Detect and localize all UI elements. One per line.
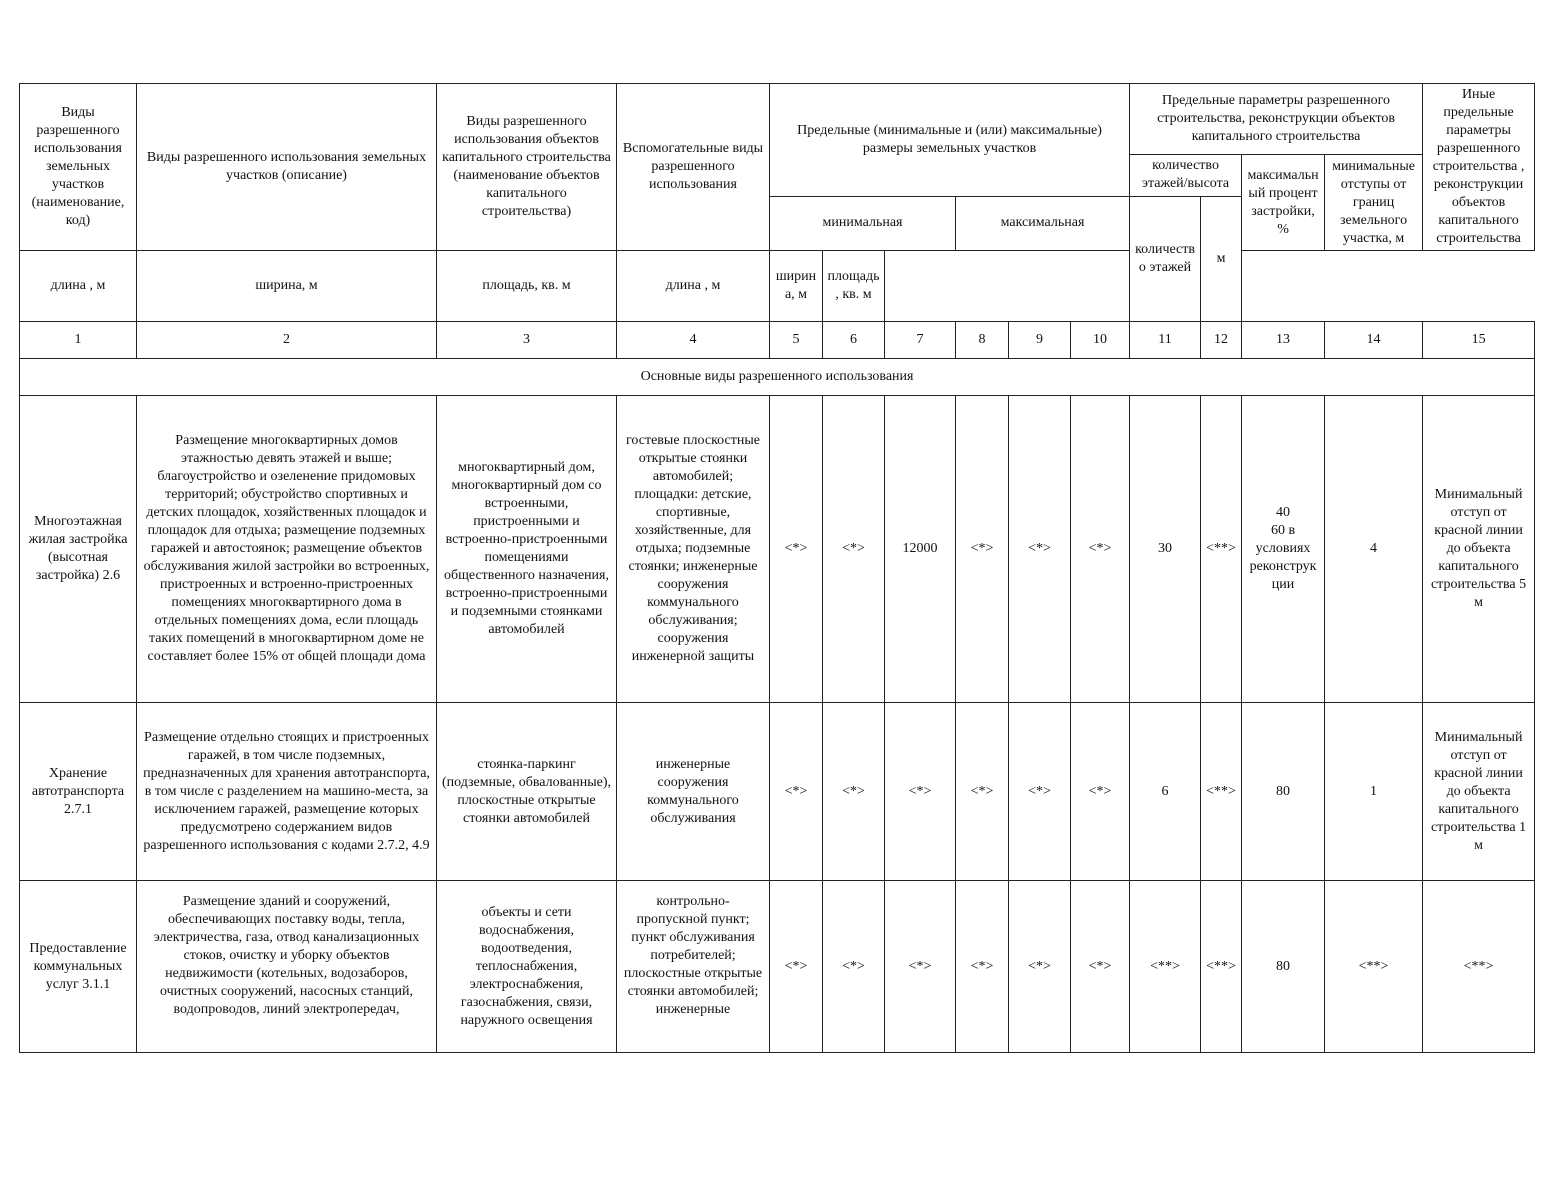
header-other-parameters: Иные предельные параметры разрешенного строительства , реконструкции объектов капитального строительства [1423, 84, 1535, 251]
min-setback-cell: 1 [1325, 703, 1423, 881]
min-length-cell: <*> [770, 703, 823, 881]
header-min-setbacks: минимальные отступы от границ земельного участка, м [1325, 155, 1423, 251]
header-land-use-description: Виды разрешенного использования земельных участков (описание) [137, 84, 437, 251]
header-max-width: ширина, м [770, 251, 823, 322]
capital-construction-cell: объекты и сети водоснабжения, водоотведения, теплоснабжения, электроснабжения, газоснабжения, связи, наружного освещения [437, 881, 617, 1053]
max-length-cell: <*> [956, 881, 1009, 1053]
header-capital-construction-use: Виды разрешенного использования объектов капитального строительства (наименование объектов капитального строительства) [437, 84, 617, 251]
header-minimum: минимальная [770, 196, 956, 251]
header-floors-count: количество этажей [1130, 196, 1201, 322]
auxiliary-use-cell: инженерные сооружения коммунального обслуживания [617, 703, 770, 881]
min-length-cell: <*> [770, 881, 823, 1053]
header-floors-height: количество этажей/высота [1130, 155, 1242, 197]
floors-count-cell: 6 [1130, 703, 1201, 881]
other-parameters-cell: Минимальный отступ от красной линии до объекта капитального строительства 1 м [1423, 703, 1535, 881]
column-number: 4 [617, 322, 770, 359]
column-number: 1 [20, 322, 137, 359]
max-length-cell: <*> [956, 396, 1009, 703]
max-width-cell: <*> [1009, 703, 1071, 881]
max-build-percent-cell: 80 [1242, 703, 1325, 881]
height-m-cell: <**> [1201, 881, 1242, 1053]
other-parameters-cell: <**> [1423, 881, 1535, 1053]
min-length-cell: <*> [770, 396, 823, 703]
section-title: Основные виды разрешенного использования [20, 359, 1535, 396]
auxiliary-use-cell: гостевые плоскостные открытые стоянки автомобилей; площадки: детские, спортивные, хозяйственные, для отдыха; подземные стоянки; инженерные сооружения коммунального обслуживания; сооружения инженерной защиты [617, 396, 770, 703]
min-area-cell: <*> [885, 881, 956, 1053]
header-max-build-percent: максимальный процент застройки, % [1242, 155, 1325, 251]
column-number: 7 [885, 322, 956, 359]
column-number: 11 [1130, 322, 1201, 359]
header-meters: м [1201, 196, 1242, 322]
max-width-cell: <*> [1009, 881, 1071, 1053]
land-use-name-cell: Хранение автотранспорта 2.7.1 [20, 703, 137, 881]
header-min-width: ширина, м [137, 251, 437, 322]
section-header-row [20, 359, 1535, 396]
column-number: 15 [1423, 322, 1535, 359]
header-land-use-code: Виды разрешенного использования земельных участков (наименование, код) [20, 84, 137, 251]
min-width-cell: <*> [823, 881, 885, 1053]
header-plot-size-limits: Предельные (минимальные и (или) максимальные) размеры земельных участков [770, 84, 1130, 197]
header-row-1 [20, 84, 1535, 155]
column-number: 3 [437, 322, 617, 359]
min-area-cell: 12000 [885, 396, 956, 703]
table-row [20, 703, 1535, 881]
column-number: 8 [956, 322, 1009, 359]
table-row [20, 881, 1535, 1053]
header-max-length: длина , м [617, 251, 770, 322]
floors-count-cell: <**> [1130, 881, 1201, 1053]
min-setback-cell: <**> [1325, 881, 1423, 1053]
height-m-cell: <**> [1201, 396, 1242, 703]
header-maximum: максимальная [956, 196, 1130, 251]
column-number: 5 [770, 322, 823, 359]
max-build-percent-cell: 40 60 в условиях реконструкции [1242, 396, 1325, 703]
capital-construction-cell: стоянка-паркинг (подземные, обвалованные), плоскостные открытые стоянки автомобилей [437, 703, 617, 881]
column-number: 10 [1071, 322, 1130, 359]
land-use-description-cell: Размещение многоквартирных домов этажностью девять этажей и выше; благоустройство и озеленение придомовых территорий; обустройство спортивных и детских площадок, хозяйственных площадок и площадок для отдыха; размещение подземных гаражей и автостоянок; размещение объектов обслуживания жилой застройки во встроенных, пристроенных и встроенно-пристроенных помещениях многоквартирного дома в отдельных помещениях дома, если площадь таких помещений в многоквартирном доме не составляет более 15% от общей площади дома [137, 396, 437, 703]
column-number: 13 [1242, 322, 1325, 359]
header-row-4 [20, 251, 1535, 322]
min-width-cell: <*> [823, 396, 885, 703]
max-area-cell: <*> [1071, 703, 1130, 881]
land-use-description-cell: Размещение отдельно стоящих и пристроенных гаражей, в том числе подземных, предназначенных для хранения автотранспорта, в том числе с разделением на машино-места, за исключением гаражей, размещение которых предусмотрено содержанием видов разрешенного использования с кодами 2.7.2, 4.9 [137, 703, 437, 881]
min-setback-cell: 4 [1325, 396, 1423, 703]
min-width-cell: <*> [823, 703, 885, 881]
height-m-cell: <**> [1201, 703, 1242, 881]
column-number-row [20, 322, 1535, 359]
other-parameters-cell: Минимальный отступ от красной линии до объекта капитального строительства 5 м [1423, 396, 1535, 703]
min-area-cell: <*> [885, 703, 956, 881]
max-build-percent-cell: 80 [1242, 881, 1325, 1053]
floors-count-cell: 30 [1130, 396, 1201, 703]
max-area-cell: <*> [1071, 396, 1130, 703]
column-number: 14 [1325, 322, 1423, 359]
max-width-cell: <*> [1009, 396, 1071, 703]
land-use-description-cell: Размещение зданий и сооружений, обеспечивающих поставку воды, тепла, электричества, газа, отвод канализационных стоков, очистку и уборку объектов недвижимости (котельных, водозаборов, очистных сооружений, насосных станций, водопроводов, линий электропередач, [137, 881, 437, 1053]
column-number: 2 [137, 322, 437, 359]
land-use-name-cell: Многоэтажная жилая застройка (высотная застройка) 2.6 [20, 396, 137, 703]
max-length-cell: <*> [956, 703, 1009, 881]
header-construction-parameters: Предельные параметры разрешенного строительства, реконструкции объектов капитального строительства [1130, 84, 1423, 155]
max-area-cell: <*> [1071, 881, 1130, 1053]
auxiliary-use-cell: контрольно-пропускной пункт; пункт обслуживания потребителей; плоскостные открытые стоянки автомобилей; инженерные [617, 881, 770, 1053]
column-number: 12 [1201, 322, 1242, 359]
table-row [20, 396, 1535, 703]
land-use-name-cell: Предоставление коммунальных услуг 3.1.1 [20, 881, 137, 1053]
zoning-regulations-table [19, 83, 1535, 1053]
column-number: 6 [823, 322, 885, 359]
header-min-area: площадь, кв. м [437, 251, 617, 322]
header-max-area: площадь, кв. м [823, 251, 885, 322]
header-auxiliary-use: Вспомогательные виды разрешенного использования [617, 84, 770, 251]
header-min-length: длина , м [20, 251, 137, 322]
capital-construction-cell: многоквартирный дом, многоквартирный дом со встроенными, пристроенными и встроенно-пристроенными помещениями общественного назначения, встроенно-пристроенными и подземными стоянками автомобилей [437, 396, 617, 703]
column-number: 9 [1009, 322, 1071, 359]
